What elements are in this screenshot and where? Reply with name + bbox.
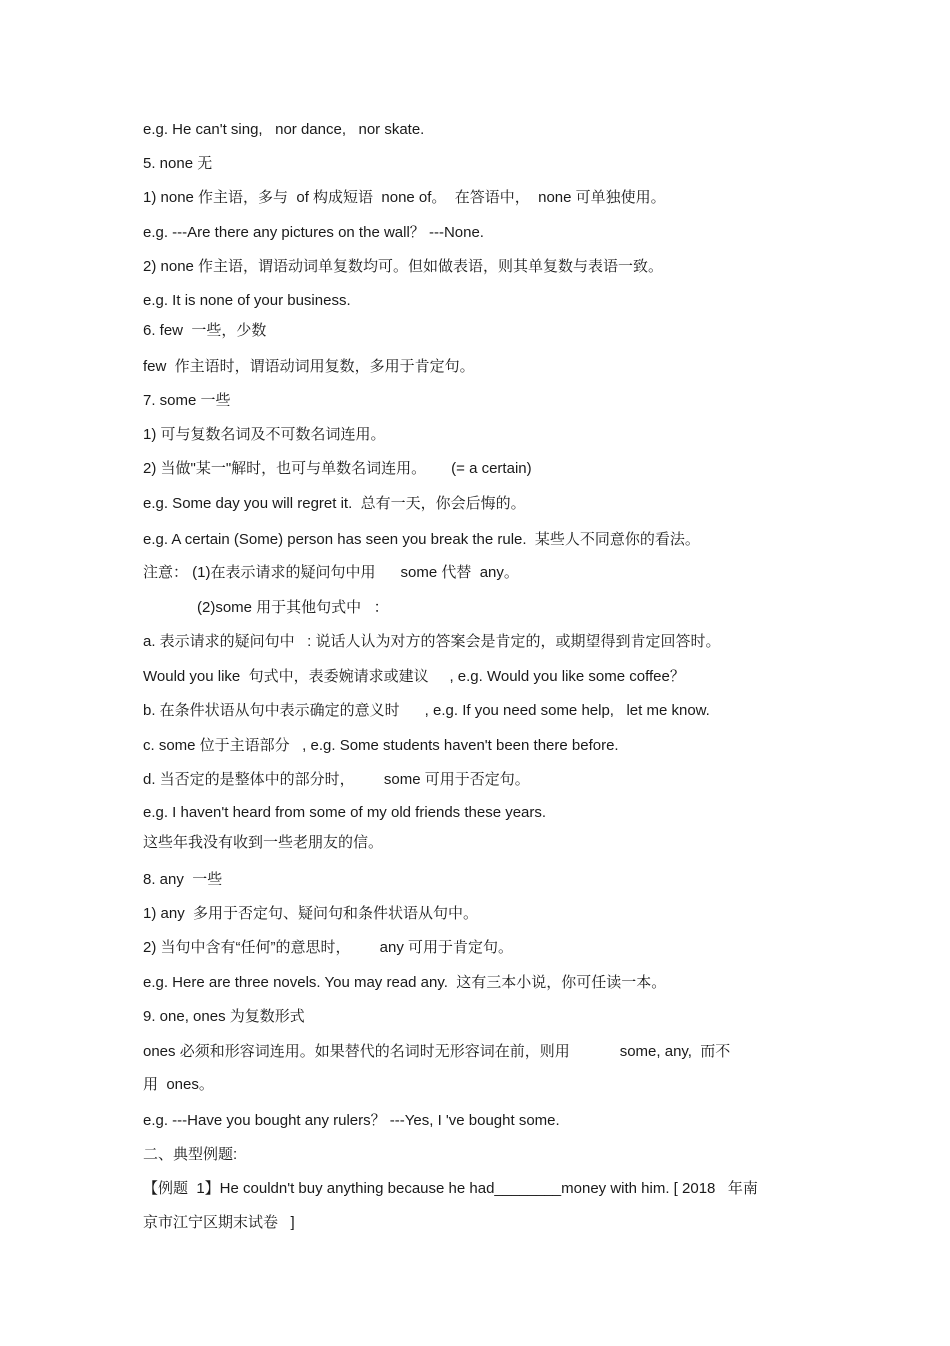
section-heading: 7. some 一些 <box>143 392 231 409</box>
text-line: e.g. It is none of your business. <box>143 292 351 309</box>
example-question: 【例题 1】He couldn't buy anything because he had________money with him. [ 2018 年南 <box>143 1180 758 1197</box>
text-line: d. 当否定的是整体中的部分时， some 可用于否定句。 <box>143 771 530 788</box>
text-line: 1) any 多用于否定句、疑问句和条件状语从句中。 <box>143 905 479 922</box>
example-source: 京市江宁区期末试卷 ] <box>143 1214 295 1231</box>
text-line: 2) 当做"某一"解时，也可与单数名词连用。 (= a certain) <box>143 460 532 477</box>
text-line: 这些年我没有收到一些老朋友的信。 <box>143 834 384 851</box>
text-line: 2) none 作主语，谓语动词单复数均可。但如做表语，则其单复数与表语一致。 <box>143 258 664 275</box>
text-line: c. some 位于主语部分 , e.g. Some students haven't been there before. <box>143 737 619 754</box>
text-line: e.g. I haven't heard from some of my old friends these years. <box>143 804 547 821</box>
text-line: few 作主语时，谓语动词用复数，多用于肯定句。 <box>143 358 475 375</box>
text-line: e.g. A certain (Some) person has seen you break the rule. 某些人不同意你的看法。 <box>143 531 700 548</box>
section-heading: 5. none 无 <box>143 155 213 172</box>
note-line: (2)some 用于其他句式中 ： <box>197 599 389 616</box>
text-line: 1) 可与复数名词及不可数名词连用。 <box>143 426 386 443</box>
section-heading: 8. any 一些 <box>143 871 223 888</box>
section-heading: 9. one, ones 为复数形式 <box>143 1008 305 1025</box>
text-line: e.g. Here are three novels. You may read any. 这有三本小说，你可任读一本。 <box>143 974 667 991</box>
text-line: 用 ones。 <box>143 1076 214 1093</box>
text-line: e.g. ---Have you bought any rulers？ ---Yes, I 've bought some. <box>143 1112 560 1129</box>
text-line: a. 表示请求的疑问句中 : 说话人认为对方的答案会是肯定的，或期望得到肯定回答时。 <box>143 633 721 650</box>
text-line: b. 在条件状语从句中表示确定的意义时 , e.g. If you need some help, let me know. <box>143 702 710 719</box>
text-line: e.g. Some day you will regret it. 总有一天，你会后悔的。 <box>143 495 526 512</box>
text-line: 1) none 作主语，多与 of 构成短语 none of。 在答语中， none 可单独使用。 <box>143 189 666 206</box>
text-line: e.g. He can't sing, nor dance, nor skate. <box>143 121 425 138</box>
text-line: ones 必须和形容词连用。如果替代的名词时无形容词在前，则用 some, any, 而不 <box>143 1043 731 1060</box>
text-line: Would you like 句式中，表委婉请求或建议 , e.g. Would you like some coffee？ <box>143 668 685 685</box>
text-line: e.g. ---Are there any pictures on the wall？ ---None. <box>143 224 484 241</box>
section-heading: 6. few 一些，少数 <box>143 322 267 339</box>
section-heading: 二、典型例题: <box>143 1146 238 1163</box>
text-line: 2) 当句中含有“任何”的意思时， any 可用于肯定句。 <box>143 939 514 956</box>
note-line: 注意： (1)在表示请求的疑问句中用 some 代替 any。 <box>143 564 519 581</box>
